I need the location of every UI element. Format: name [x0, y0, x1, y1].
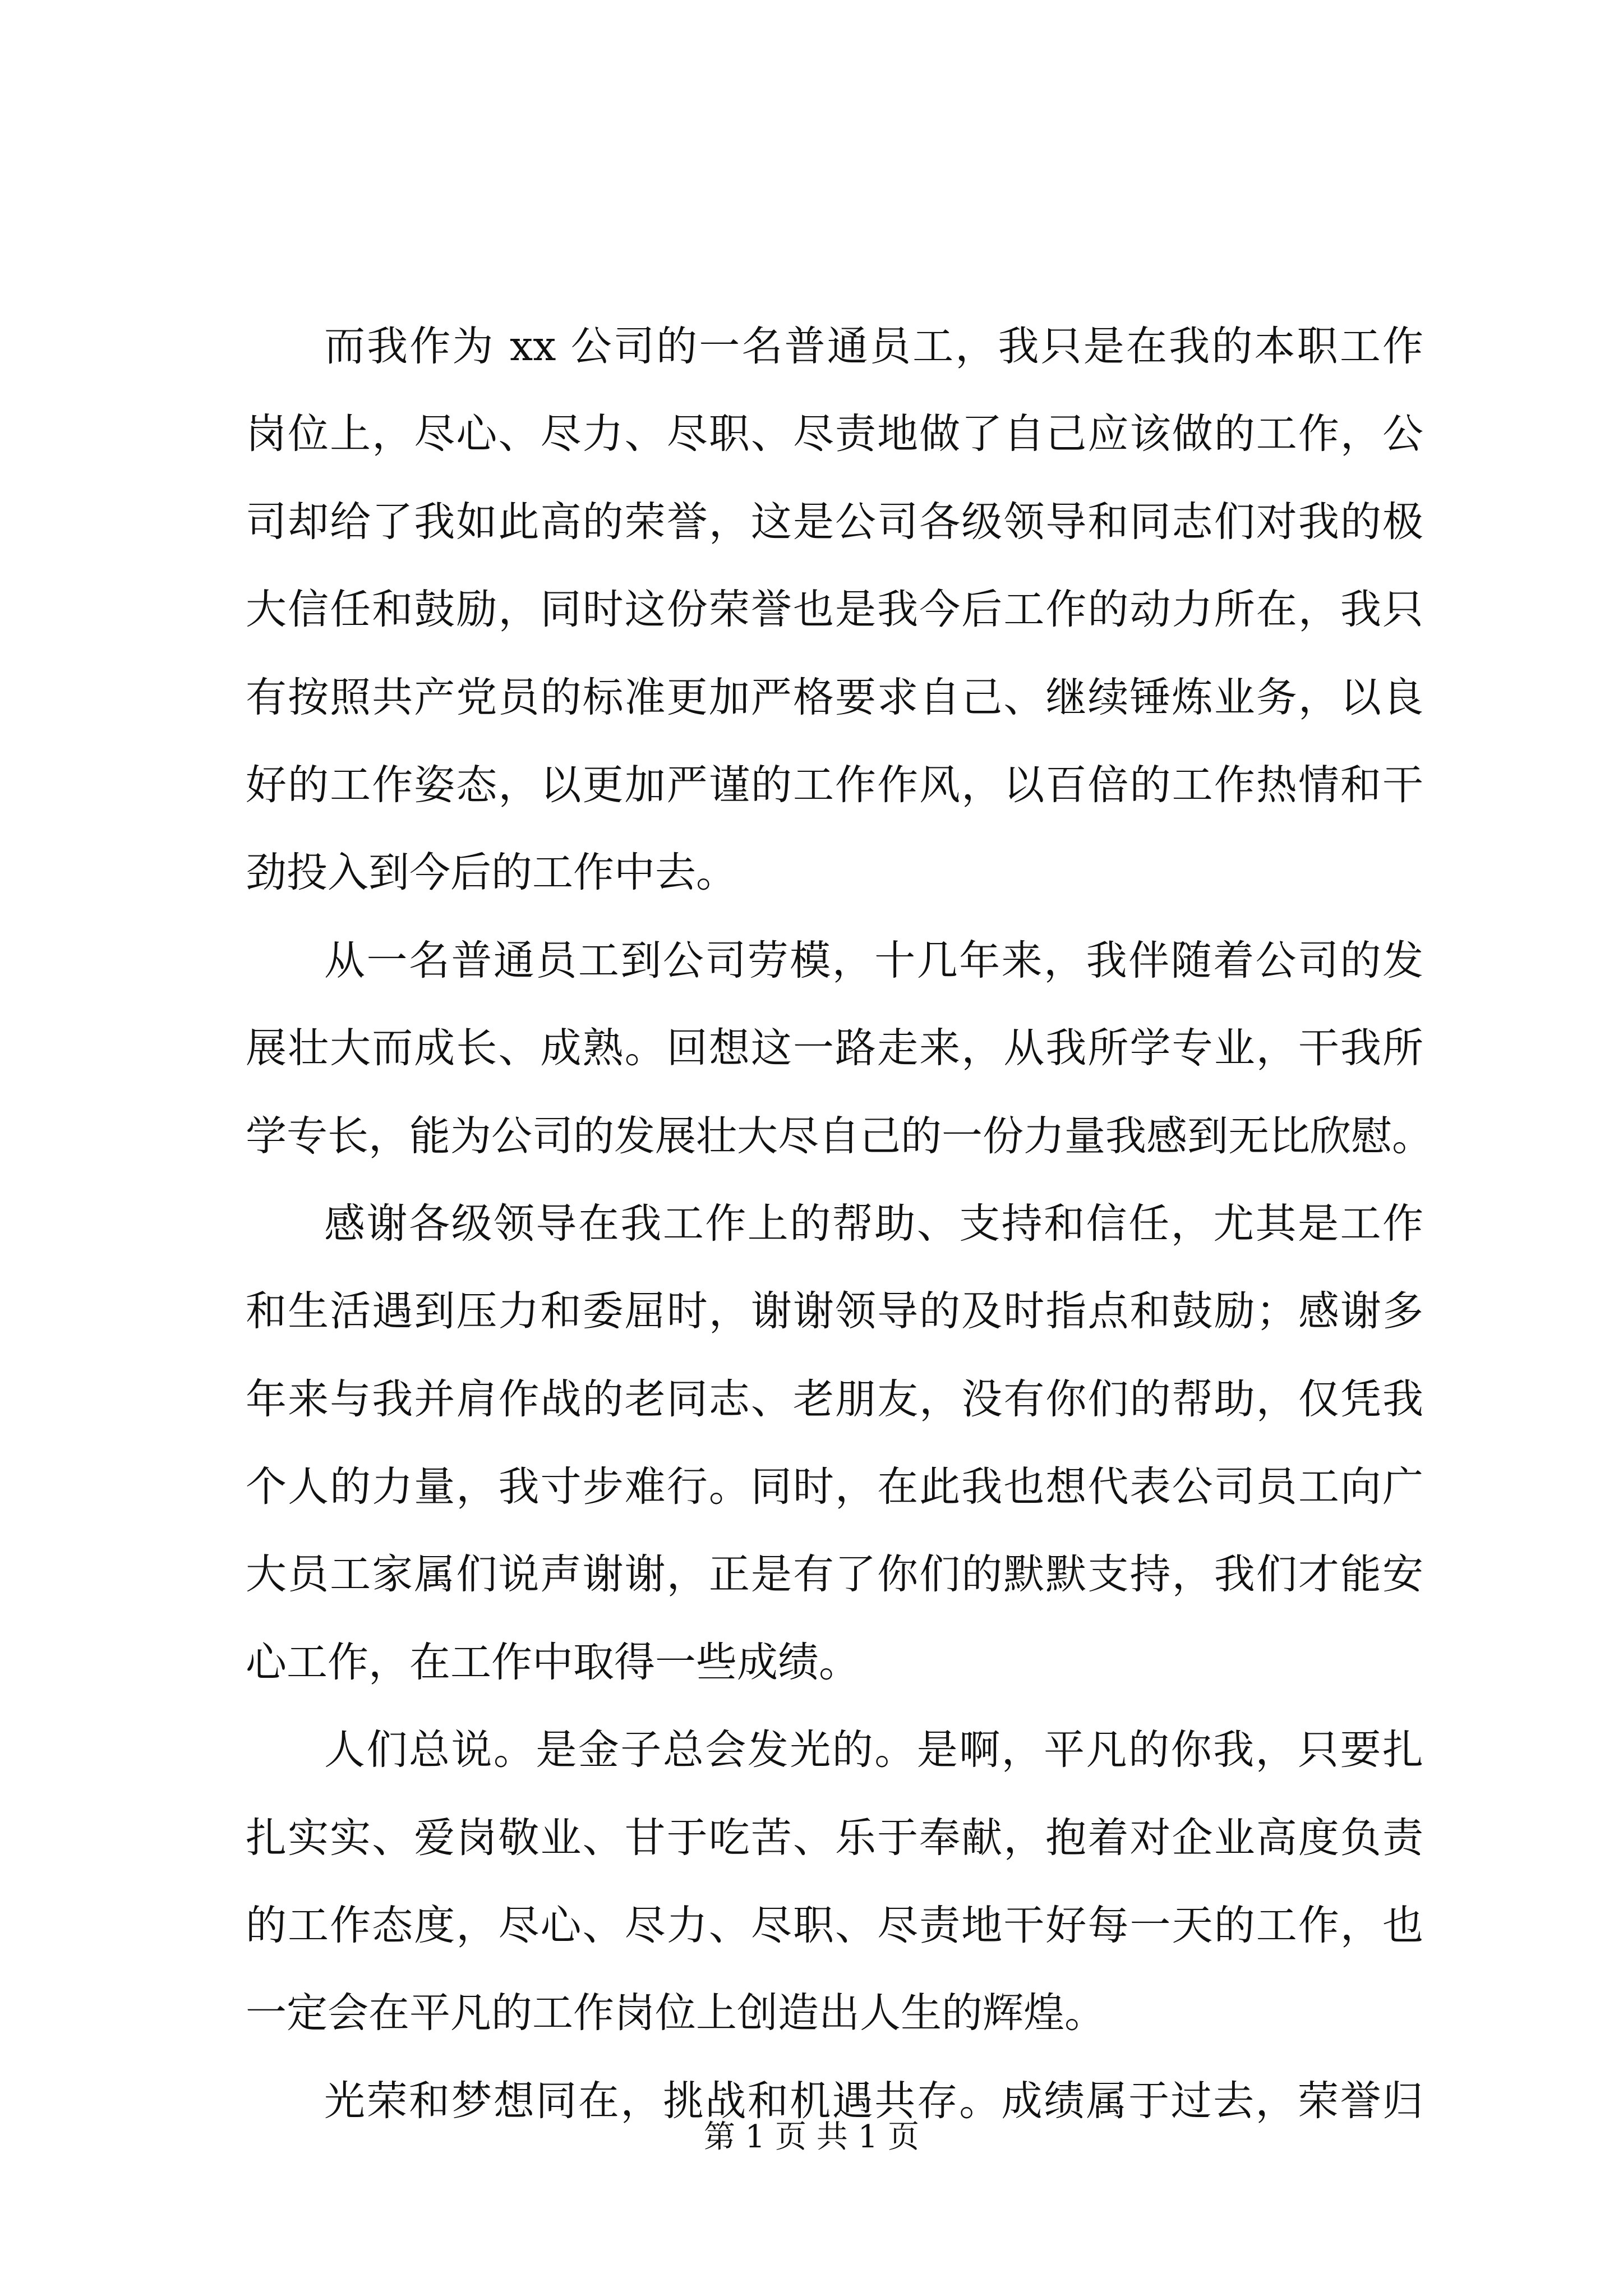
text-line: 一定会在平凡的工作岗位上创造出人生的辉煌。 [246, 1989, 1105, 2037]
text-line: 劲投入到今后的工作中去。 [246, 849, 737, 897]
text-line: 岗位上，尽心、尽力、尽职、尽责地做了自己应该做的工作，公 [246, 410, 1423, 458]
text-line: 扎实实、爱岗敬业、甘于吃苦、乐于奉献，抱着对企业高度负责 [246, 1814, 1423, 1862]
text-line: 大员工家属们说声谢谢，正是有了你们的默默支持，我们才能安 [246, 1550, 1423, 1599]
text-line: 司却给了我如此高的荣誉，这是公司各级领导和同志们对我的极 [246, 498, 1423, 546]
text-line: 感谢各级领导在我工作上的帮助、支持和信任，尤其是工作 [324, 1199, 1423, 1248]
document-body [246, 303, 1433, 2145]
text-line: 有按照共产党员的标准更加严格要求自己、继续锤炼业务，以良 [246, 673, 1423, 721]
text-line: 从一名普通员工到公司劳模，十几年来，我伴随着公司的发 [324, 936, 1423, 984]
text-line: 人们总说。是金子总会发光的。是啊，平凡的你我，只要扎 [324, 1726, 1423, 1774]
text-line: 大信任和鼓励，同时这份荣誉也是我今后工作的动力所在，我只 [246, 586, 1423, 634]
text-line: 而我作为 xx 公司的一名普通员工，我只是在我的本职工作 [324, 323, 1423, 370]
text-line: 展壮大而成长、成熟。回想这一路走来，从我所学专业，干我所 [246, 1024, 1423, 1073]
text-line: 年来与我并肩作战的老同志、老朋友，没有你们的帮助，仅凭我 [246, 1375, 1423, 1423]
text-line: 心工作，在工作中取得一些成绩。 [246, 1638, 860, 1686]
text-line: 和生活遇到压力和委屈时，谢谢领导的及时指点和鼓励；感谢多 [246, 1287, 1423, 1336]
page-footer: 第 1 页 共 1 页 [703, 2119, 920, 2155]
text-line: 光荣和梦想同在，挑战和机遇共存。成绩属于过去，荣誉归 [324, 2077, 1423, 2125]
text-line: 个人的力量，我寸步难行。同时，在此我也想代表公司员工向广 [246, 1463, 1423, 1511]
text-line: 学专长，能为公司的发展壮大尽自己的一份力量我感到无比欣慰。 [246, 1112, 1433, 1160]
text-line: 好的工作姿态，以更加严谨的工作作风，以百倍的工作热情和干 [246, 761, 1423, 809]
text-line: 的工作态度，尽心、尽力、尽职、尽责地干好每一天的工作，也 [246, 1902, 1423, 1950]
